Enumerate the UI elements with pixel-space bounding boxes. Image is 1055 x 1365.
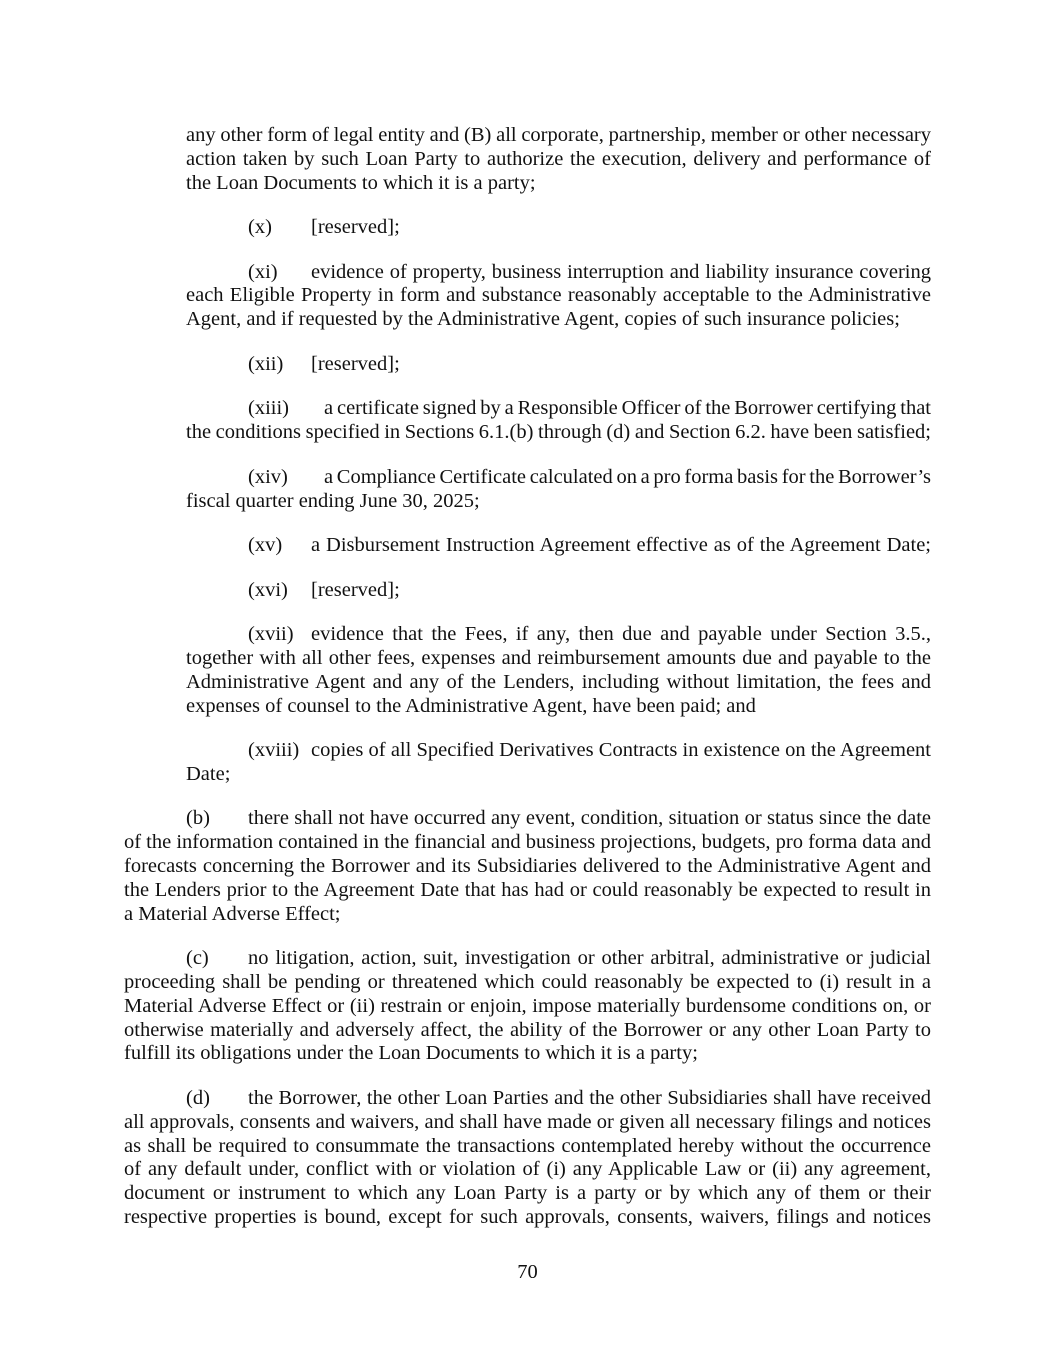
clause-xviii (186, 739, 931, 787)
text-line: any other form of legal entity and (B) all corporate, partnership, member or other necessary (186, 124, 931, 146)
clause-xvii (186, 623, 931, 718)
text-line: of the information contained in the financial and business projections, budgets, pro forma data and (124, 831, 931, 854)
text-line: respective properties is bound, except for such approvals, consents, waivers, filings and notices (124, 1205, 931, 1228)
text-line: the conditions specified in Sections 6.1.(b) through (d) and Section 6.2. have been satisfied; (186, 421, 931, 444)
clause-text: a certificate signed by a Responsible Officer of the Borrower certifying that (324, 397, 931, 420)
text-line: as shall be required to consummate the transactions contemplated hereby without the occurrence (124, 1134, 931, 1157)
text-line (186, 623, 931, 647)
section-label: (d) (186, 1086, 210, 1109)
clause-label: (xvi) (248, 578, 288, 601)
text-line: fiscal quarter ending June 30, 2025; (186, 489, 480, 512)
text-line (124, 1087, 931, 1111)
text-line: a Material Adverse Effect; (124, 902, 341, 925)
page-body (124, 124, 931, 1250)
clause-text: copies of all Specified Derivatives Contracts in existence on the Agreement (311, 739, 931, 762)
text-line (186, 261, 931, 285)
text-line: the Loan Documents to which it is a party; (186, 171, 536, 194)
page-number: 70 (517, 1261, 538, 1283)
section-label: (c) (186, 947, 209, 970)
clause-xiv (186, 466, 931, 514)
text-line: Agent, and if requested by the Administrative Agent, copies of such insurance policies; (186, 308, 900, 331)
section-text: there shall not have occurred any event, condition, situation or status since the date (248, 807, 931, 830)
text-line (186, 534, 931, 558)
text-line (186, 466, 931, 490)
section-c (124, 947, 931, 1066)
text-line: otherwise materially and adversely affect, the ability of the Borrower or any other Loan Party to (124, 1018, 931, 1041)
text-line (124, 807, 931, 831)
clause-label: (xiii) (248, 397, 289, 420)
text-line: Date; (186, 762, 231, 785)
text-line: together with all other fees, expenses and reimbursement amounts due and payable to the (186, 646, 931, 669)
clause-label: (xiv) (248, 465, 288, 488)
text-line: all approvals, consents and waivers, and shall have made or given all necessary filings and notices (124, 1110, 931, 1133)
text-line: action taken by such Loan Party to authorize the execution, delivery and performance of (186, 147, 931, 170)
text-line: fulfill its obligations under the Loan Documents to which it is a party; (124, 1042, 698, 1065)
clause-xvi (186, 579, 931, 603)
clause-text: [reserved]; (311, 578, 400, 601)
clause-label: (xii) (248, 352, 284, 375)
text-line (186, 397, 931, 421)
text-line (124, 947, 931, 971)
clause-label: (xv) (248, 534, 283, 557)
text-line: expenses of counsel to the Administrative Agent, have been paid; and (186, 694, 756, 717)
clause-text: evidence of property, business interruption and liability insurance covering (311, 260, 931, 283)
text-line (186, 353, 931, 377)
paragraph-continuation (186, 124, 931, 195)
text-line: document or instrument to which any Loan Party is a party or by which any of them or their (124, 1182, 931, 1205)
clause-label: (xi) (248, 260, 278, 283)
clause-x (186, 216, 931, 240)
clause-xii (186, 353, 931, 377)
clause-xv (186, 534, 931, 558)
text-line (186, 216, 931, 240)
text-line: the Lenders prior to the Agreement Date that has had or could reasonably be expected to result in (124, 878, 931, 901)
text-line: of any default under, conflict with or violation of (i) any Applicable Law or (ii) any agreement, (124, 1158, 931, 1181)
section-d (124, 1087, 931, 1230)
clause-text: evidence that the Fees, if any, then due and payable under Section 3.5., (311, 623, 931, 646)
section-label: (b) (186, 807, 210, 830)
text-line: proceeding shall be pending or threatened which could reasonably be expected to (i) result in a (124, 970, 931, 993)
section-text: no litigation, action, suit, investigation or other arbitral, administrative or judicial (248, 947, 931, 970)
section-b (124, 807, 931, 926)
text-line: Material Adverse Effect or (ii) restrain or enjoin, impose materially burdensome conditions on, or (124, 994, 931, 1017)
text-line: Administrative Agent and any of the Lenders, including without limitation, the fees and (186, 670, 931, 693)
section-text: the Borrower, the other Loan Parties and the other Subsidiaries shall have received (248, 1086, 931, 1109)
clause-text: a Compliance Certificate calculated on a pro forma basis for the Borrower’s (324, 465, 931, 488)
clause-text: a Disbursement Instruction Agreement effective as of the Agreement Date; (311, 534, 931, 557)
clause-text: [reserved]; (311, 352, 400, 375)
clause-xiii (186, 397, 931, 445)
text-line (186, 739, 931, 763)
text-line (186, 579, 931, 603)
clause-xi (186, 261, 931, 332)
clause-label: (x) (248, 216, 272, 239)
text-line: each Eligible Property in form and substance reasonably acceptable to the Administrative (186, 284, 931, 307)
clause-label: (xviii) (248, 739, 300, 762)
clause-text: [reserved]; (311, 216, 400, 239)
clause-label: (xvii) (248, 623, 294, 646)
text-line: forecasts concerning the Borrower and its Subsidiaries delivered to the Administrative Agent and (124, 855, 931, 878)
